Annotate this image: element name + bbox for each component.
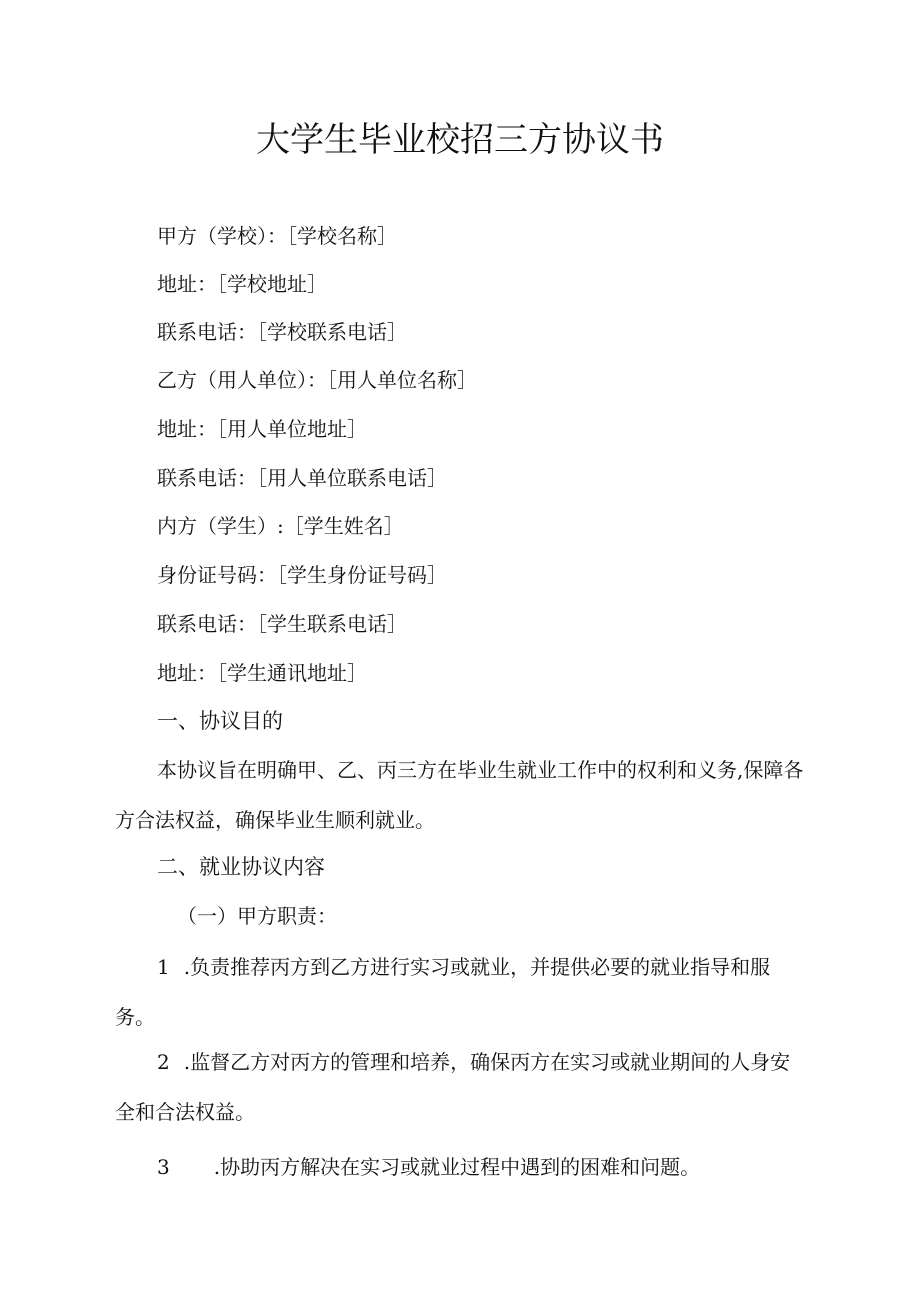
list-item-text: .监督乙方对丙方的管理和培养，确保丙方在实习或就业期间的人身安: [183, 1050, 791, 1074]
party-b-name: 乙方（用人单位）：［用人单位名称］: [157, 368, 477, 392]
party-a-phone: 联系电话：［学校联系电话］: [157, 320, 407, 344]
list-item: [115, 953, 805, 1031]
section-1-paragraph-line-2: 方合法权益，确保毕业生顺利就业。: [115, 808, 435, 832]
list-item-number: 2: [157, 1050, 170, 1074]
list-item-line-2: 务。: [115, 1005, 155, 1029]
party-b-phone: 联系电话：［用人单位联系电话］: [157, 466, 447, 490]
section-2-heading: 二、就业协议内容: [157, 855, 325, 879]
party-c-id-number: 身份证号码：［学生身份证号码］: [157, 563, 447, 587]
list-item-line-2: 全和合法权益。: [115, 1100, 255, 1124]
party-a-name: 甲方（学校）：［学校名称］: [157, 224, 397, 248]
list-item-line-1: [115, 1153, 805, 1181]
list-item-text: .协助丙方解决在实习或就业过程中遇到的困难和问题。: [213, 1155, 701, 1179]
list-item-line-1: [115, 953, 805, 981]
list-item: [115, 1048, 805, 1126]
section-1-heading: 一、协议目的: [157, 709, 283, 733]
party-c-address: 地址：［学生通讯地址］: [157, 661, 367, 685]
party-b-address: 地址：［用人单位地址］: [157, 417, 367, 441]
document-title: 大学生毕业校招三方协议书: [256, 120, 664, 160]
party-a-address: 地址：［学校地址］: [157, 272, 327, 296]
list-item-line-1: [115, 1048, 805, 1076]
party-c-name: 内方（学生）:［学生姓名］: [157, 514, 404, 538]
party-c-phone: 联系电话：［学生联系电话］: [157, 612, 407, 636]
list-item-text: .负责推荐丙方到乙方进行实习或就业，并提供必要的就业指导和服: [183, 955, 771, 979]
section-1-paragraph-line-1: 本协议旨在明确甲、乙、丙三方在毕业生就业工作中的权利和义务,保障各: [157, 758, 804, 782]
list-item-number: 3: [157, 1155, 170, 1179]
section-2-subheading: （一）甲方职责：: [177, 904, 337, 928]
section-1-paragraph: [115, 756, 805, 834]
list-item: [115, 1153, 805, 1181]
list-item-number: 1: [157, 955, 170, 979]
